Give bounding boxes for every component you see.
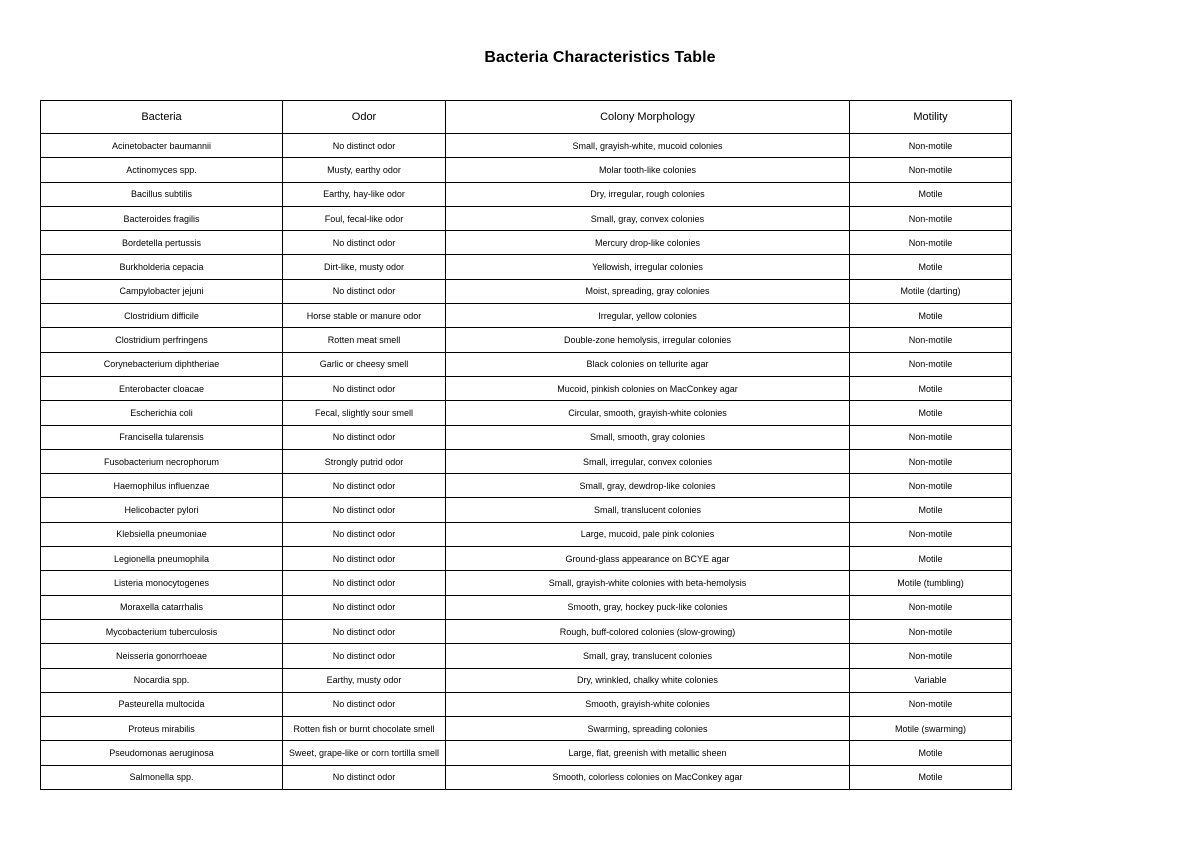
cell-colony-morphology: Swarming, spreading colonies: [446, 717, 850, 741]
cell-colony-morphology: Small, grayish-white, mucoid colonies: [446, 134, 850, 158]
cell-colony-morphology: Large, mucoid, pale pink colonies: [446, 522, 850, 546]
cell-motility: Non-motile: [850, 352, 1012, 376]
page-title: Bacteria Characteristics Table: [484, 49, 716, 66]
cell-motility: Non-motile: [850, 425, 1012, 449]
table-row: [41, 231, 1012, 255]
table-body: [41, 134, 1012, 790]
cell-bacteria: Listeria monocytogenes: [41, 571, 283, 595]
cell-odor: Fecal, slightly sour smell: [283, 401, 446, 425]
cell-colony-morphology: Circular, smooth, grayish-white colonies: [446, 401, 850, 425]
cell-odor: No distinct odor: [283, 134, 446, 158]
table-row: [41, 668, 1012, 692]
cell-odor: Foul, fecal-like odor: [283, 206, 446, 230]
cell-odor: No distinct odor: [283, 571, 446, 595]
cell-bacteria: Helicobacter pylori: [41, 498, 283, 522]
table-row: [41, 352, 1012, 376]
cell-motility: Motile: [850, 376, 1012, 400]
cell-bacteria: Proteus mirabilis: [41, 717, 283, 741]
cell-odor: No distinct odor: [283, 376, 446, 400]
cell-bacteria: Actinomyces spp.: [41, 158, 283, 182]
cell-odor: No distinct odor: [283, 547, 446, 571]
table-row: [41, 206, 1012, 230]
cell-motility: Non-motile: [850, 644, 1012, 668]
column-header-odor: Odor: [283, 101, 446, 134]
cell-bacteria: Burkholderia cepacia: [41, 255, 283, 279]
cell-bacteria: Haemophilus influenzae: [41, 474, 283, 498]
table-row: [41, 182, 1012, 206]
cell-motility: Non-motile: [850, 206, 1012, 230]
cell-motility: Non-motile: [850, 158, 1012, 182]
cell-bacteria: Corynebacterium diphtheriae: [41, 352, 283, 376]
cell-colony-morphology: Small, smooth, gray colonies: [446, 425, 850, 449]
cell-bacteria: Moraxella catarrhalis: [41, 595, 283, 619]
cell-odor: No distinct odor: [283, 644, 446, 668]
cell-odor: Rotten fish or burnt chocolate smell: [283, 717, 446, 741]
cell-bacteria: Clostridium perfringens: [41, 328, 283, 352]
cell-colony-morphology: Small, gray, dewdrop-like colonies: [446, 474, 850, 498]
cell-bacteria: Campylobacter jejuni: [41, 279, 283, 303]
cell-colony-morphology: Small, gray, convex colonies: [446, 206, 850, 230]
cell-bacteria: Neisseria gonorrhoeae: [41, 644, 283, 668]
cell-colony-morphology: Small, irregular, convex colonies: [446, 449, 850, 473]
cell-bacteria: Legionella pneumophila: [41, 547, 283, 571]
cell-odor: Earthy, musty odor: [283, 668, 446, 692]
table-row: [41, 522, 1012, 546]
cell-motility: Motile (tumbling): [850, 571, 1012, 595]
cell-bacteria: Nocardia spp.: [41, 668, 283, 692]
cell-bacteria: Enterobacter cloacae: [41, 376, 283, 400]
cell-bacteria: Clostridium difficile: [41, 304, 283, 328]
cell-bacteria: Fusobacterium necrophorum: [41, 449, 283, 473]
table-row: [41, 717, 1012, 741]
cell-motility: Non-motile: [850, 522, 1012, 546]
cell-motility: Motile: [850, 741, 1012, 765]
cell-bacteria: Escherichia coli: [41, 401, 283, 425]
cell-bacteria: Bordetella pertussis: [41, 231, 283, 255]
cell-colony-morphology: Small, gray, translucent colonies: [446, 644, 850, 668]
cell-odor: No distinct odor: [283, 474, 446, 498]
cell-odor: Earthy, hay-like odor: [283, 182, 446, 206]
cell-bacteria: Pseudomonas aeruginosa: [41, 741, 283, 765]
cell-motility: Motile: [850, 547, 1012, 571]
cell-bacteria: Klebsiella pneumoniae: [41, 522, 283, 546]
table-row: [41, 376, 1012, 400]
cell-motility: Motile (swarming): [850, 717, 1012, 741]
cell-colony-morphology: Smooth, grayish-white colonies: [446, 692, 850, 716]
table-row: [41, 741, 1012, 765]
cell-motility: Motile: [850, 765, 1012, 789]
table-row: [41, 255, 1012, 279]
table-row: [41, 571, 1012, 595]
cell-motility: Non-motile: [850, 231, 1012, 255]
cell-motility: Non-motile: [850, 449, 1012, 473]
cell-bacteria: Acinetobacter baumannii: [41, 134, 283, 158]
column-header-bacteria: Bacteria: [41, 101, 283, 134]
table-row: [41, 134, 1012, 158]
table-header: [41, 101, 1012, 134]
cell-colony-morphology: Smooth, colorless colonies on MacConkey agar: [446, 765, 850, 789]
cell-colony-morphology: Irregular, yellow colonies: [446, 304, 850, 328]
column-header-colony-morphology: Colony Morphology: [446, 101, 850, 134]
cell-motility: Variable: [850, 668, 1012, 692]
cell-motility: Non-motile: [850, 619, 1012, 643]
cell-bacteria: Salmonella spp.: [41, 765, 283, 789]
table-row: [41, 449, 1012, 473]
table-row: [41, 279, 1012, 303]
table-row: [41, 692, 1012, 716]
cell-odor: No distinct odor: [283, 231, 446, 255]
cell-colony-morphology: Small, grayish-white colonies with beta-hemolysis: [446, 571, 850, 595]
cell-colony-morphology: Small, translucent colonies: [446, 498, 850, 522]
cell-colony-morphology: Yellowish, irregular colonies: [446, 255, 850, 279]
cell-colony-morphology: Moist, spreading, gray colonies: [446, 279, 850, 303]
table-row: [41, 304, 1012, 328]
cell-odor: Sweet, grape-like or corn tortilla smell: [283, 741, 446, 765]
cell-odor: No distinct odor: [283, 619, 446, 643]
cell-bacteria: Mycobacterium tuberculosis: [41, 619, 283, 643]
bacteria-characteristics-table: [40, 100, 1012, 790]
table-row: [41, 644, 1012, 668]
cell-colony-morphology: Mercury drop-like colonies: [446, 231, 850, 255]
cell-colony-morphology: Black colonies on tellurite agar: [446, 352, 850, 376]
cell-bacteria: Bacillus subtilis: [41, 182, 283, 206]
cell-odor: Garlic or cheesy smell: [283, 352, 446, 376]
table-row: [41, 595, 1012, 619]
table-row: [41, 765, 1012, 789]
cell-odor: Horse stable or manure odor: [283, 304, 446, 328]
cell-odor: Musty, earthy odor: [283, 158, 446, 182]
cell-motility: Non-motile: [850, 692, 1012, 716]
cell-colony-morphology: Dry, wrinkled, chalky white colonies: [446, 668, 850, 692]
cell-colony-morphology: Ground-glass appearance on BCYE agar: [446, 547, 850, 571]
cell-odor: No distinct odor: [283, 425, 446, 449]
table-row: [41, 328, 1012, 352]
cell-motility: Motile (darting): [850, 279, 1012, 303]
cell-colony-morphology: Rough, buff-colored colonies (slow-growing): [446, 619, 850, 643]
cell-motility: Motile: [850, 304, 1012, 328]
cell-colony-morphology: Dry, irregular, rough colonies: [446, 182, 850, 206]
cell-odor: No distinct odor: [283, 522, 446, 546]
cell-colony-morphology: Smooth, gray, hockey puck-like colonies: [446, 595, 850, 619]
cell-colony-morphology: Molar tooth-like colonies: [446, 158, 850, 182]
cell-odor: No distinct odor: [283, 765, 446, 789]
cell-motility: Non-motile: [850, 328, 1012, 352]
cell-colony-morphology: Double-zone hemolysis, irregular colonies: [446, 328, 850, 352]
cell-motility: Motile: [850, 401, 1012, 425]
cell-bacteria: Pasteurella multocida: [41, 692, 283, 716]
cell-bacteria: Francisella tularensis: [41, 425, 283, 449]
table-row: [41, 401, 1012, 425]
cell-odor: No distinct odor: [283, 595, 446, 619]
cell-odor: Dirt-like, musty odor: [283, 255, 446, 279]
cell-odor: Rotten meat smell: [283, 328, 446, 352]
table-row: [41, 547, 1012, 571]
cell-bacteria: Bacteroides fragilis: [41, 206, 283, 230]
table-row: [41, 474, 1012, 498]
column-header-motility: Motility: [850, 101, 1012, 134]
cell-odor: No distinct odor: [283, 279, 446, 303]
table-row: [41, 158, 1012, 182]
header-row: [41, 101, 1012, 134]
cell-motility: Motile: [850, 498, 1012, 522]
cell-motility: Non-motile: [850, 474, 1012, 498]
table-row: [41, 425, 1012, 449]
cell-motility: Non-motile: [850, 134, 1012, 158]
cell-colony-morphology: Mucoid, pinkish colonies on MacConkey agar: [446, 376, 850, 400]
table-row: [41, 498, 1012, 522]
cell-odor: Strongly putrid odor: [283, 449, 446, 473]
table-row: [41, 619, 1012, 643]
cell-odor: No distinct odor: [283, 692, 446, 716]
cell-motility: Non-motile: [850, 595, 1012, 619]
cell-colony-morphology: Large, flat, greenish with metallic sheen: [446, 741, 850, 765]
cell-odor: No distinct odor: [283, 498, 446, 522]
cell-motility: Motile: [850, 255, 1012, 279]
cell-motility: Motile: [850, 182, 1012, 206]
